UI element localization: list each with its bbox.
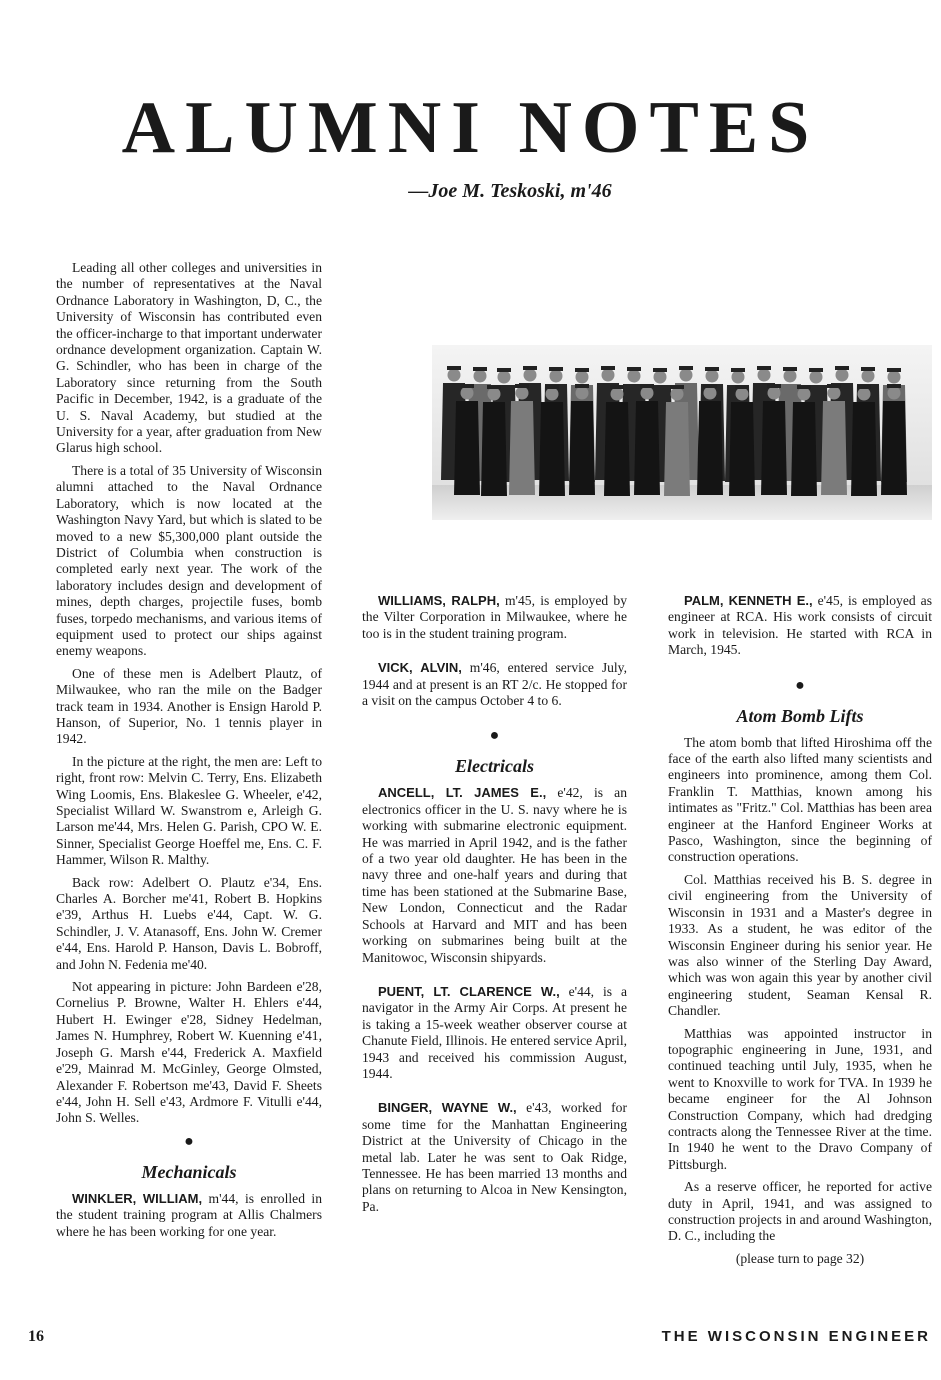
page-title: ALUMNI NOTES <box>121 87 820 169</box>
section-heading-mechanicals: Mechanicals <box>141 1161 237 1182</box>
column-1 <box>56 260 322 1246</box>
entry-name: PALM, KENNETH E., <box>684 593 813 608</box>
atom-paragraph-1: The atom bomb that lifted Hiroshima off the face of the earth also lifted many scientists and engineers into prominence, among them Col. Franklin T. Matthias, known among his intimates as "Fritz." Col. Matthias has been area engineer at the Hanford Engineer Works at Pasco, Washington, since the beginning of construction operations. <box>668 734 932 865</box>
photo-caption-front-row: In the picture at the right, the men are: Left to right, front row: Melvin C. Terry, Ens. Elizabeth Wing Loomis, Ens. Blakeslee G. Wheeler, e'42, Specialist Willard W. Swanstrom e, Arleigh G. Larson me'44, Mrs. Helen G. Parish, CPO W. E. Sinner, Specialist George Hoeffel me, Ens. C. F. Hammer, Wilson R. Malthy. <box>56 753 322 868</box>
entry-ancell <box>362 785 627 965</box>
section-divider-bullet: ● <box>795 676 805 694</box>
entry-winkler-start <box>56 1191 322 1240</box>
intro-paragraph-1: Leading all other colleges and universities in the number of representatives at the Naval Ordnance Laboratory in Washington, D, C., the University of Wisconsin has contributed even the officer-incharge to that important underwater ordnance development organization. Captain W. G. Schindler, who has been in charge of the Laboratory since returning from the South Pacific in December, 1942, is a graduate of the U. S. Naval Academy, but studied at the University for a year, after graduation from New Glarus high school. <box>56 260 322 456</box>
intro-paragraph-3: One of these men is Adelbert Plautz, of Milwaukee, who ran the mile on the Badger track team in 1934. Another is Ensign Harold P. Hanson, of Superior, No. 1 tennis player in 1942. <box>56 665 322 747</box>
entry-text: m'45, is employed by the Vilter Corporation in Milwaukee, where he too is in the student training program. <box>362 593 627 641</box>
entry-name: ANCELL, LT. JAMES E., <box>378 785 547 801</box>
atom-paragraph-4: As a reserve officer, he reported for active duty in April, 1941, and was assigned to construction projects in and around Washington, D. C., including the <box>668 1179 932 1244</box>
entry-text: m'44, is enrolled in the student training program at Allis Chalmers where he has been working for one year. <box>56 1190 322 1239</box>
atom-paragraph-2: Col. Matthias received his B. S. degree in civil engineering from the University of Wisconsin in 1931 and a Master's degree in 1933. As a student, he was editor of the Wisconsin Engineer during his senior year. He was also winner of the Sterling Day Award, which was won again this year by another civil engineering student, Seaman Kensal R. Chandler. <box>668 871 932 1019</box>
section-divider-bullet: ● <box>489 727 500 745</box>
entry-palm <box>668 593 932 659</box>
entry-name: BINGER, WAYNE W., <box>378 1100 517 1116</box>
group-photo <box>432 345 932 520</box>
atom-paragraph-3: Matthias was appointed instructor in topographic engineering in June, 1931, and continued teaching until July, 1935, when he went to Knoxville to work for TVA. In 1939 he became engineer for the Al Johnson Construction Company, which had dredging contracts along the Tennessee River at the time. In 1940 he went to the Dravo Company of Pittsburgh. <box>668 1025 932 1172</box>
entry-name: VICK, ALVIN, <box>378 660 462 676</box>
section-divider-bullet: ● <box>184 1132 194 1150</box>
author-byline: —Joe M. Teskoski, m'46 <box>408 180 612 202</box>
entry-text: m'46, entered service July, 1944 and at present is an RT 2/c. He stopped for a visit on the campus October 4 to 6. <box>362 660 627 709</box>
continued-notice: (please turn to page 32) <box>735 1250 865 1266</box>
entry-puent <box>362 984 627 1082</box>
section-heading-electricals: Electricals <box>455 756 534 777</box>
entry-binger <box>362 1100 627 1215</box>
not-in-picture-list: Not appearing in picture: John Bardeen e'28, Cornelius P. Browne, Walter H. Ehlers e'44, Hubert H. Ewinger e'28, Sidney Hedelman, James N. Humphrey, Robert W. Kuenning e'41, Joseph G. Marsh e'44, Frederick A. Maxfield e'29, Mainrad M. McGinley, George Olmsted, Alexander F. Robertson me'43, David F. Sheets e'44, John H. Sell e'43, Ardmore F. Vitulli e'44, John S. Welles. <box>56 979 322 1126</box>
entry-name: WINKLER, WILLIAM, <box>72 1190 203 1206</box>
entry-williams <box>362 593 627 642</box>
magazine-name: THE WISCONSIN ENGINEER <box>661 1328 931 1345</box>
entry-name: PUENT, LT. CLARENCE W., <box>378 983 560 999</box>
entry-text: e'42, is an electronics officer in the U. S. navy where he is working with submarine electronic equipment. He was married in April 1942, and is the father of a two year old daughter. He has been in the navy three and one-half years and during that time has been stationed at the Submarine Base, New London, Connecticut and the Radar Schools at Harvard and MIT and has been working on submarines being built at the Manitowoc, Wisconsin shipyards. <box>362 785 627 965</box>
intro-paragraph-2: There is a total of 35 University of Wisconsin alumni attached to the Naval Ordnance Laboratory, which is now located at the Washington Navy Yard, but which is slated to be moved to a new $5,300,000 plant outside the District of Columbia when construction is completed early next year. The work of the laboratory includes design and development of mines, depth charges, projectile fuses, bomb fuses, torpedo mechanisms, and various items of equipment used to protect our ships against enemy weapons. <box>56 462 322 659</box>
column-2 <box>362 593 627 1233</box>
photo-caption-back-row: Back row: Adelbert O. Plautz e'34, Ens. Charles A. Borcher me'41, Robert B. Hopkins e'39, Arthus H. Luebs e'44, Capt. W. G. Schindler, J. V. Atanasoff, Ens. John W. Cremer e'44, Ens. Harold P. Hanson, Davis L. Bobroff, and John N. Fedenia me'40. <box>56 874 322 972</box>
entry-text: e'43, worked for some time for the Manhattan Engineering District at the University of Chicago in the metal lab. Later he was sent to Oak Ridge, Tennessee. He has been married 13 months and plans on returning to Alcoa in New Kensington, Pa. <box>362 1100 627 1214</box>
entry-vick <box>362 660 627 709</box>
group-photo-image <box>432 345 932 520</box>
column-3 <box>668 593 932 1273</box>
entry-name: WILLIAMS, RALPH, <box>378 593 500 608</box>
section-heading-atom-bomb: Atom Bomb Lifts <box>736 705 864 726</box>
entry-text: e'44, is a navigator in the Army Air Corps. At present he is taking a 15-week weather observer course at Chanute Field, Illinois. He entered service April, 1943 and received his commission August, 1944. <box>362 983 627 1081</box>
page-number: 16 <box>28 1328 44 1345</box>
entry-text: e'45, is employed as engineer at RCA. His work consists of circuit work in television. He started with RCA in March, 1945. <box>668 593 932 658</box>
